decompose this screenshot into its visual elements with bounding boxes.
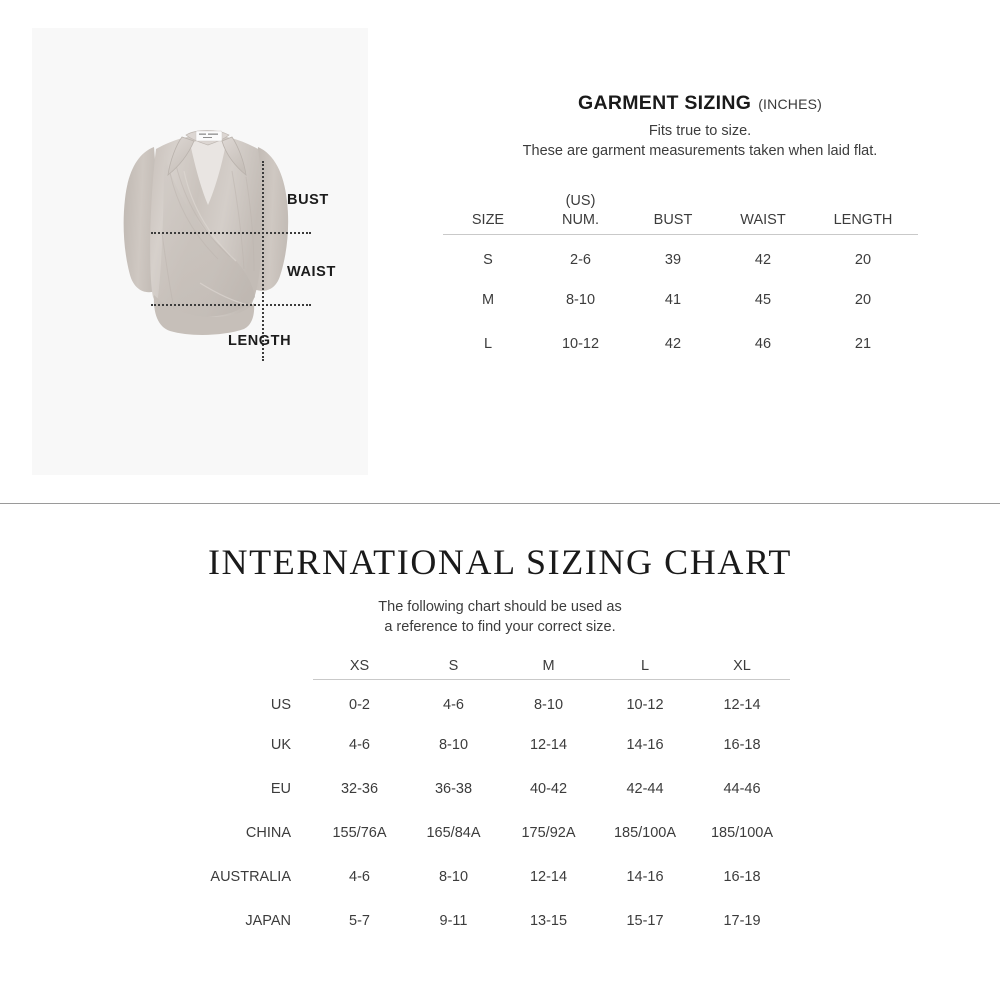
bust-dimension-line [151,232,311,234]
international-subtitle-line-1: The following chart should be used as [378,599,622,615]
cell-l: 185/100A [613,825,677,841]
cell-s: 165/84A [426,825,481,841]
row-label-eu: EU [270,781,291,797]
garment-header-us-label: (US) [565,192,596,209]
cell-bust: 39 [664,252,682,269]
international-header-xl: XL [694,653,790,679]
cell-xs: 4-6 [349,737,370,753]
table-row [443,322,918,366]
table-row [443,278,918,322]
cell-l: 15-17 [626,913,664,929]
row-label-us: US [270,697,291,713]
cell-xl: 17-19 [723,913,761,929]
cell-num: 2-6 [570,252,591,269]
cell-m: 12-14 [529,869,568,885]
garment-header-bust-label: BUST [653,211,693,228]
cell-xs: 32-36 [340,781,379,797]
cell-xl: 44-46 [723,781,761,797]
cell-m: 12-14 [529,737,568,753]
international-table-header-row [190,653,790,679]
waist-dimension-line [151,304,311,306]
garment-header-bust [628,180,718,234]
cell-size: S [483,252,493,269]
garment-header-length [808,180,918,234]
cell-s: 36-38 [434,781,473,797]
row-label-japan: JAPAN [245,913,291,929]
cell-m: 13-15 [529,913,568,929]
table-row [190,723,790,767]
cell-xl: 185/100A [710,825,774,841]
cell-xs: 5-7 [349,913,370,929]
garment-sizing-heading-block [420,92,980,161]
table-row [443,234,918,278]
cell-length: 20 [854,292,872,308]
garment-illustration [112,113,302,343]
garment-table-body [443,234,918,366]
garment-sizing-units: (INCHES) [758,96,823,112]
international-sizing-table [190,653,790,943]
row-label-china: CHINA [245,825,291,841]
cell-xs: 0-2 [349,697,370,714]
cell-s: 4-6 [443,697,464,714]
waist-label: WAIST [287,264,336,280]
cell-waist: 46 [754,336,772,352]
cell-waist: 45 [754,292,772,308]
garment-header-length-label: LENGTH [833,211,893,228]
garment-subtitle-line-2: These are garment measurements taken when laid flat. [522,143,878,159]
garment-header-waist-label: WAIST [740,211,786,228]
cell-m: 175/92A [521,825,576,841]
cell-xl: 16-18 [723,869,761,885]
length-label: LENGTH [228,333,292,349]
cell-num: 10-12 [561,336,600,352]
cell-m: 8-10 [533,697,564,714]
garment-sizing-title: GARMENT SIZING [577,92,752,114]
cell-s: 9-11 [439,913,468,929]
cell-xs: 155/76A [332,825,387,841]
international-subtitle-line-2: a reference to find your correct size. [384,619,616,635]
cell-xs: 4-6 [349,869,370,885]
table-row [190,679,790,723]
bust-label: BUST [287,192,329,208]
cell-bust: 42 [664,336,682,352]
table-row [190,767,790,811]
cell-s: 8-10 [438,869,469,885]
international-header-corner [190,653,313,679]
garment-image-panel [32,28,368,475]
length-dimension-line [262,161,264,361]
cell-m: 40-42 [529,781,568,797]
cell-l: 14-16 [626,737,664,753]
row-label-uk: UK [270,737,291,753]
international-sizing-section [0,505,1000,992]
cell-size: M [481,292,495,308]
international-subtitle [0,597,1000,637]
cell-xl: 16-18 [723,737,761,753]
international-header-s: S [406,653,501,679]
cell-l: 10-12 [626,697,664,714]
cell-bust: 41 [664,292,682,308]
garment-header-size [443,180,533,234]
garment-subtitle-line-1: Fits true to size. [648,123,752,139]
cell-num: 8-10 [565,292,596,308]
cell-xl: 12-14 [723,697,761,714]
international-header-m: M [501,653,596,679]
row-label-australia: AUSTRALIA [210,869,291,885]
cell-size: L [483,336,493,352]
international-header-l: L [596,653,694,679]
garment-title-row [420,92,980,115]
cell-l: 14-16 [626,869,664,885]
table-row [190,855,790,899]
garment-header-us-num [533,180,628,234]
garment-header-waist [718,180,808,234]
cell-waist: 42 [754,252,772,269]
cell-l: 42-44 [626,781,664,797]
cell-length: 20 [854,252,872,269]
page-title: INTERNATIONAL SIZING CHART [207,542,793,582]
international-header-xs: XS [313,653,406,679]
garment-measurements-table [443,180,918,366]
table-row [190,899,790,943]
garment-header-num-label: NUM. [561,211,600,228]
garment-header-size-label: SIZE [471,211,505,228]
cell-length: 21 [854,336,872,352]
table-row [190,811,790,855]
section-divider [0,503,1000,504]
garment-table-header-row [443,180,918,234]
international-table-body [190,679,790,943]
cell-s: 8-10 [438,737,469,753]
